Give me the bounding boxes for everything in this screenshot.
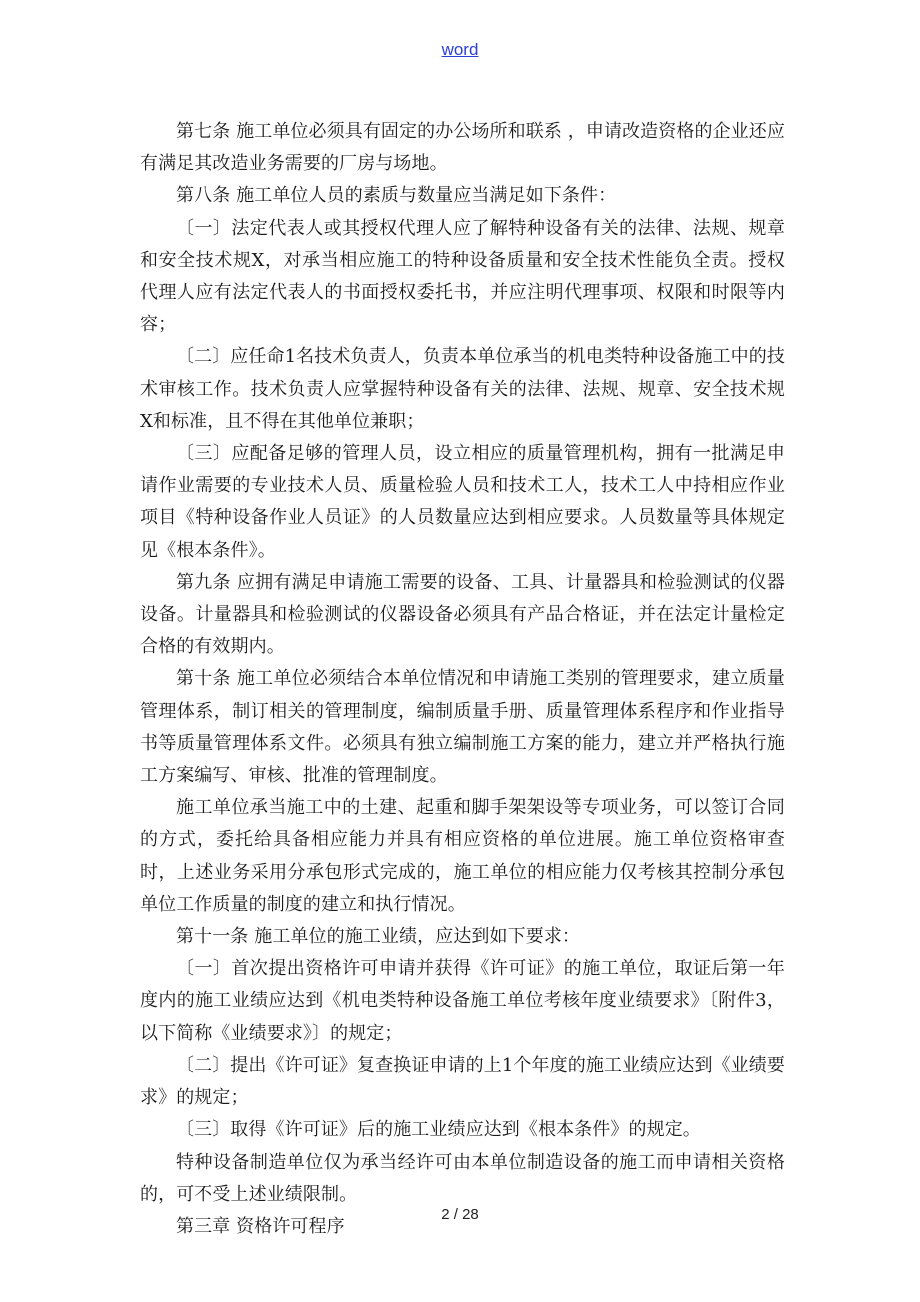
paragraph-article-9: 第九条 应拥有满足申请施工需要的设备、工具、计量器具和检验测试的仪器设备。计量器具和检验测试的仪器设备必须具有产品合格证，并在法定计量检定合格的有效期内。	[140, 571, 785, 658]
paragraph-article-10: 第十条 施工单位必须结合本单位情况和申请施工类别的管理要求，建立质量管理体系，制订相关的管理制度，编制质量手册、质量管理体系程序和作业指导书等质量管理体系文件。必须具有独立编制施工方案的能力，建立并严格执行施工方案编写、审核、批准的管理制度。	[140, 668, 785, 787]
page-number: 2 / 28	[441, 1206, 479, 1223]
paragraph-article-7: 第七条 施工单位必须具有固定的办公场所和联系 ，申请改造资格的企业还应有满足其改造业务需要的厂房与场地。	[140, 121, 785, 175]
paragraph-subcontracting: 施工单位承当施工中的土建、起重和脚手架架设等专项业务，可以签订合同的方式，委托给具备相应能力并具有相应资格的单位进展。施工单位资格审查时，上述业务采用分承包形式完成的，施工单位的相应能力仅考核其控制分承包单位工作质量的制度的建立和执行情况。	[140, 797, 785, 915]
paragraph-article-8-item-1: 〔一〕法定代表人或其授权代理人应了解特种设备有关的法律、法规、规章和安全技术规X，对承当相应施工的特种设备质量和安全技术性能负全责。授权代理人应有法定代表人的书面授权委托书，并应注明代理事项、权限和时限等内容；	[140, 217, 785, 336]
paragraph-article-11-item-3: 〔三〕取得《许可证》后的施工业绩应达到《根本条件》的规定。	[176, 1119, 701, 1141]
paragraph-article-11: 第十一条 施工单位的施工业绩，应达到如下要求：	[176, 926, 581, 948]
paragraph-article-8-item-3: 〔三〕应配备足够的管理人员，设立相应的质量管理机构，拥有一批满足申请作业需要的专业技术人员、质量检验人员和技术工人，技术工人中持相应作业项目《特种设备作业人员证》的人员数量应达到相应要求。人员数量等具体规定见《根本条件》。	[140, 443, 785, 561]
paragraph-article-11-item-1: 〔一〕首次提出资格许可申请并获得《许可证》的施工单位，取证后第一年度内的施工业绩应达到《机电类特种设备施工单位考核年度业绩要求》〔附件3，以下简称《业绩要求》〕的规定；	[140, 958, 785, 1044]
paragraph-article-8-item-2: 〔二〕应任命1名技术负责人，负责本单位承当的机电类特种设备施工中的技术审核工作。技术负责人应掌握特种设备有关的法律、法规、规章、安全技术规X和标准，且不得在其他单位兼职；	[140, 346, 785, 432]
paragraph-manufacturer-exemption: 特种设备制造单位仅为承当经许可由本单位制造设备的施工而申请相关资格的，可不受上述业绩限制。	[140, 1151, 785, 1205]
paragraph-article-8: 第八条 施工单位人员的素质与数量应当满足如下条件：	[176, 185, 617, 207]
header-word-link[interactable]: word	[441, 40, 479, 59]
chapter-heading: 第三章 资格许可程序	[176, 1215, 345, 1237]
document-body	[140, 116, 785, 1243]
paragraph-article-11-item-2: 〔二〕提出《许可证》复查换证申请的上1个年度的施工业绩应达到《业绩要求》的规定；	[140, 1054, 785, 1109]
